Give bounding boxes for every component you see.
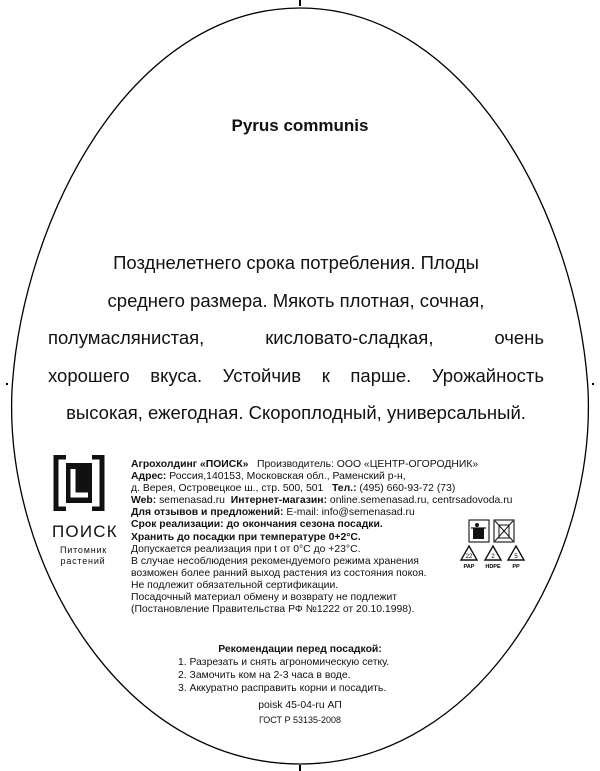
email[interactable]: E-mail: info@semenasad.ru (286, 507, 415, 519)
product-code: poisk 45-04-ru АП (258, 700, 342, 711)
recycle-hdpe-icon (485, 546, 501, 570)
logo-name: ПОИСК (52, 522, 118, 541)
poisk-logo-icon (52, 455, 106, 511)
recommendations-title: Рекомендации перед посадкой: (218, 644, 382, 655)
company-info: Агрохолдинг «ПОИСК» Производитель: ООО «ЦЕНТР-ОГОРОДНИК» Адрес: Россия,140153, Московская обл., Раменский р-н, д. Верея, Островецкое ш., стр. 500, 501 Тел.: (495) 660-93-72 (73) Web: semenasad.ru Интернет-магазин: online.semenasad.ru, centrsadovoda.ru Для отзывов и предложений: E-mail: info@semenasad.ru Срок реализации: до окончания сезона посадки. Хранить до посадки при температуре 0+2°С. Допускается реализация при t от 0°С до +23°С. В случае несоблюдения рекомендуемого режима хранения возможен более ранний выход растения из состояния покоя. Не подлежит обязательной сертификации. Посадочный материал обмену и возврату не подлежит (Постановление Правительства РФ №1222 от 20.10.1998). (131, 459, 513, 616)
svg-text:PAP: PAP (463, 564, 475, 570)
description-line: хорошего вкуса. Устойчив к парше. Урожайность (48, 364, 544, 386)
recycle-paper-icon (461, 546, 477, 570)
list-item: 1. Разрезать и снять агрономическую сетку. (178, 657, 390, 668)
recycling-icons (458, 519, 538, 579)
svg-text:HDPE: HDPE (485, 564, 501, 570)
svg-text:22: 22 (465, 554, 473, 560)
description-line: Позднелетнего срока потребления. Плоды (113, 252, 479, 273)
list-item: 2. Замочить ком на 2-3 часа в воде. (178, 670, 351, 681)
no-trash-icon (494, 520, 514, 542)
logo-subtitle: Питомник растений (60, 545, 108, 566)
planting-recommendations (0, 643, 600, 695)
phone: (495) 660-93-72 (73) (359, 483, 456, 495)
recycle-pp-icon (508, 546, 524, 570)
description-line: высокая, ежегодная. Скороплодный, универсальный. (66, 402, 526, 423)
description-line: среднего размера. Мякоть плотная, сочная, (107, 289, 485, 311)
svg-text:PP: PP (512, 564, 520, 570)
plant-title: Pyrus communis (231, 116, 369, 135)
website-link[interactable]: semenasad.ru (159, 495, 225, 507)
list-item: 3. Аккуратно расправить корни и посадить. (178, 683, 387, 694)
shop-link[interactable]: online.semenasad.ru, centrsadovoda.ru (329, 495, 513, 507)
svg-text:2: 2 (491, 554, 495, 560)
gost-standard: ГОСТ Р 53135-2008 (258, 715, 342, 725)
producer: Производитель: ООО «ЦЕНТР-ОГОРОДНИК» (257, 459, 479, 470)
description (48, 244, 544, 432)
trash-bin-icon (469, 520, 489, 542)
description-line: полумаслянистая, кисловато-сладкая, очень (48, 327, 544, 348)
svg-text:5: 5 (514, 554, 518, 560)
holding-name: Агрохолдинг «ПОИСК» (131, 459, 249, 470)
